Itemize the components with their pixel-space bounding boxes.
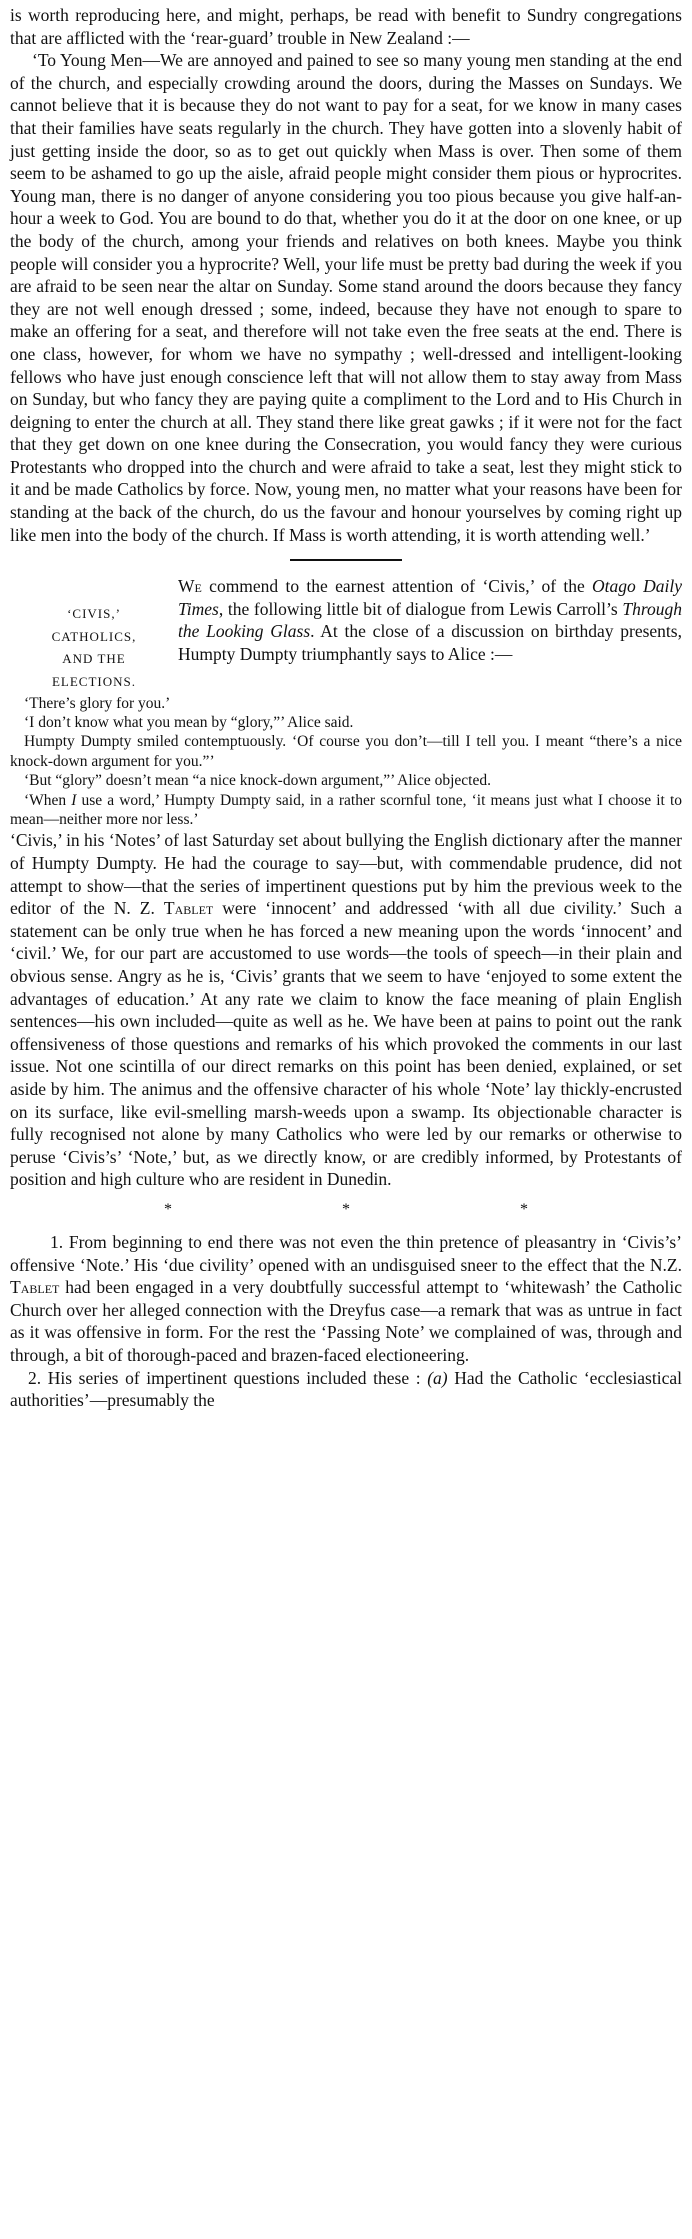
civis-paragraph: ‘Civis,’ in his ‘Notes’ of last Saturday set about bullying the English dictionary after the manner of Humpty Dumpty. He had the courage to say—but, with commendable prudence, did not attempt to show—that the series of impertinent questions put by him the previous week to the editor of the N. Z. Tablet were ‘innocent’ and addressed ‘with all due civility.’ Such a statement can be only true when he has forced a new meaning upon the words ‘innocent’ and ‘civil.’ We, for our part are accustomed to use words—the tools of speech—in their plain and obvious sense. Angry as he is, ‘Civis’ grants that we seem to have ‘enjoyed to some extent the advantages of education.’ At any rate we claim to know the face meaning of plain English sentences—his own included—quite as well as he. We have been at pains to point out the rank offensiveness of those questions and remarks of his which provoked the comments in our last issue. Not one scintilla of our direct remarks on this point has been denied, explained, or set aside by him. The animus and the offensive character of his whole ‘Note’ lay thickly-encrusted on its surface, like evil-smelling marsh-weeds upon a swamp. Its objectionable character is fully recognised not alone by many Catholics who were led by our remarks or otherwise to peruse ‘Civis’s’ ‘Note,’ but, as we directly know, or are credibly informed, by Protestants of position and high culture who are resident in Dunedin.: [10, 830, 682, 1190]
point-2-paragraph: 2. His series of impertinent questions included these : (a) Had the Catholic ‘ecclesiastical authorities’—presumably the: [10, 1367, 682, 1411]
sidehead-line: CATHOLICS,: [51, 628, 137, 644]
tablet-name: Tablet: [163, 898, 214, 919]
sidehead-line: ELECTIONS.: [51, 674, 137, 690]
opening-text: . At the close of a discussion on birthday presents, Humpty Dumpty triumphantly says to Alice :—: [178, 621, 682, 665]
dialogue-line: ‘But “glory” doesn’t mean “a nice knock-down argument,”’ Alice objected.: [24, 772, 491, 790]
point-1-paragraph: 1. From beginning to end there was not even the thin pretence of pleasantry in ‘Civis’s’ offensive ‘Note.’ His ‘due civility’ opened with an undisguised sneer to the effect that the N.Z. Tablet had been engaged in a very doubtfully successful attempt to ‘whitewash’ the Catholic Church over her alleged connection with the Dreyfus case—a remark that was as untrue in fact as it was offensive in form. For the rest the ‘Passing Note’ we complained of was, through and through, a bit of thorough-paced and brazen-faced electioneering.: [10, 1231, 682, 1365]
intro-continuation: is worth reproducing here, and might, perhaps, be read with benefit to Sundry congregations that are afflicted with the ‘rear-guard’ trouble in New Zealand :—: [10, 5, 682, 48]
dialogue-line: Humpty Dumpty smiled contemptuously. ‘Of course you don’t—till I tell you. I meant “there’s a nice knock-down argument for you.”’: [10, 733, 682, 770]
book-title: Through the Looking Glass: [178, 598, 682, 642]
newspaper-title: Otago Daily Times: [178, 576, 682, 619]
section-divider-rule: [290, 559, 402, 561]
quoted-address-to-young-men: ‘To Young Men—We are annoyed and pained to see so many young men standing at the end of the church, and especially crowding around the doors, during the Masses on Sundays. We cannot believe that it is because they do not want to pay for a seat, for we know in many cases that their families have seats regularly in the church. They have gotten into a slovenly habit of just getting inside the door, so as to get out quickly when Mass is over. Then some of them seem to be ashamed to go up the aisle, afraid people might consider them pious or hyprocrites. Young man, there is no danger of anyone considering you too pious because you give half-an-hour a week to God. You are bound to do that, whether you do it at the door on one knee, or up the body of the church, among your friends and relatives on both knees. Maybe you think people will consider you a hyprocrite? Well, your life must be pretty bad during the week if you are afraid to be seen near the altar on Sunday. Some stand around the doors because they fancy they are not well enough dressed ; some, indeed, because they have not enough to spare to make an offering for a seat, and therefore will not take even the free seats at the end. There is one class, however, for whom we have no sympathy ; well-dressed and intelligent-looking fellows who have just enough conscience left that will not allow them to stay away from Mass on Sunday, but who fancy they are paying quite a compliment to the Lord and to His Church in deigning to enter the church at all. They stand there like great gawks ; if it were not for the fact that they get down on one knee during the Consecration, you would fancy they were curious Protestants who dropped into the church and were afraid to take a seat, lest they might stick to it and be made Catholics by force. Now, young men, no matter what your reasons have been for standing at the back of the church, do us the favour and honour yourselves by coming right up like men into the body of the church. If Mass is worth attending, it is worth attending well.’: [10, 50, 682, 545]
civis-section-opening: [10, 575, 682, 693]
dialogue-line: ‘There’s glory for you.’: [24, 694, 171, 712]
opening-text: commend to the earnest attention of ‘Civis,’ of the: [201, 576, 593, 597]
asterism-divider: [10, 1201, 682, 1219]
section-opening-paragraph: [178, 575, 682, 665]
sidehead-line: ‘CIVIS,’: [67, 606, 121, 622]
dialogue-line: ‘When I use a word,’ Humpty Dumpty said, in a rather scornful tone, ‘it means just what I choose it to mean—neither more nor less.’: [10, 791, 683, 829]
star: *: [164, 1200, 172, 1218]
dialogue-quote: [10, 694, 682, 830]
dialogue-line: ‘I don’t know what you mean by “glory,”’ Alice said.: [24, 714, 354, 732]
sidehead-line: AND THE: [62, 651, 126, 667]
star: *: [342, 1200, 350, 1218]
tablet-name: Tablet: [10, 1277, 60, 1298]
opening-word: We: [178, 576, 202, 597]
star: *: [520, 1200, 528, 1218]
section-sidehead: [10, 575, 178, 693]
newspaper-page: [10, 0, 682, 1412]
opening-text: , the following little bit of dialogue from Lewis Carroll’s: [218, 598, 623, 619]
